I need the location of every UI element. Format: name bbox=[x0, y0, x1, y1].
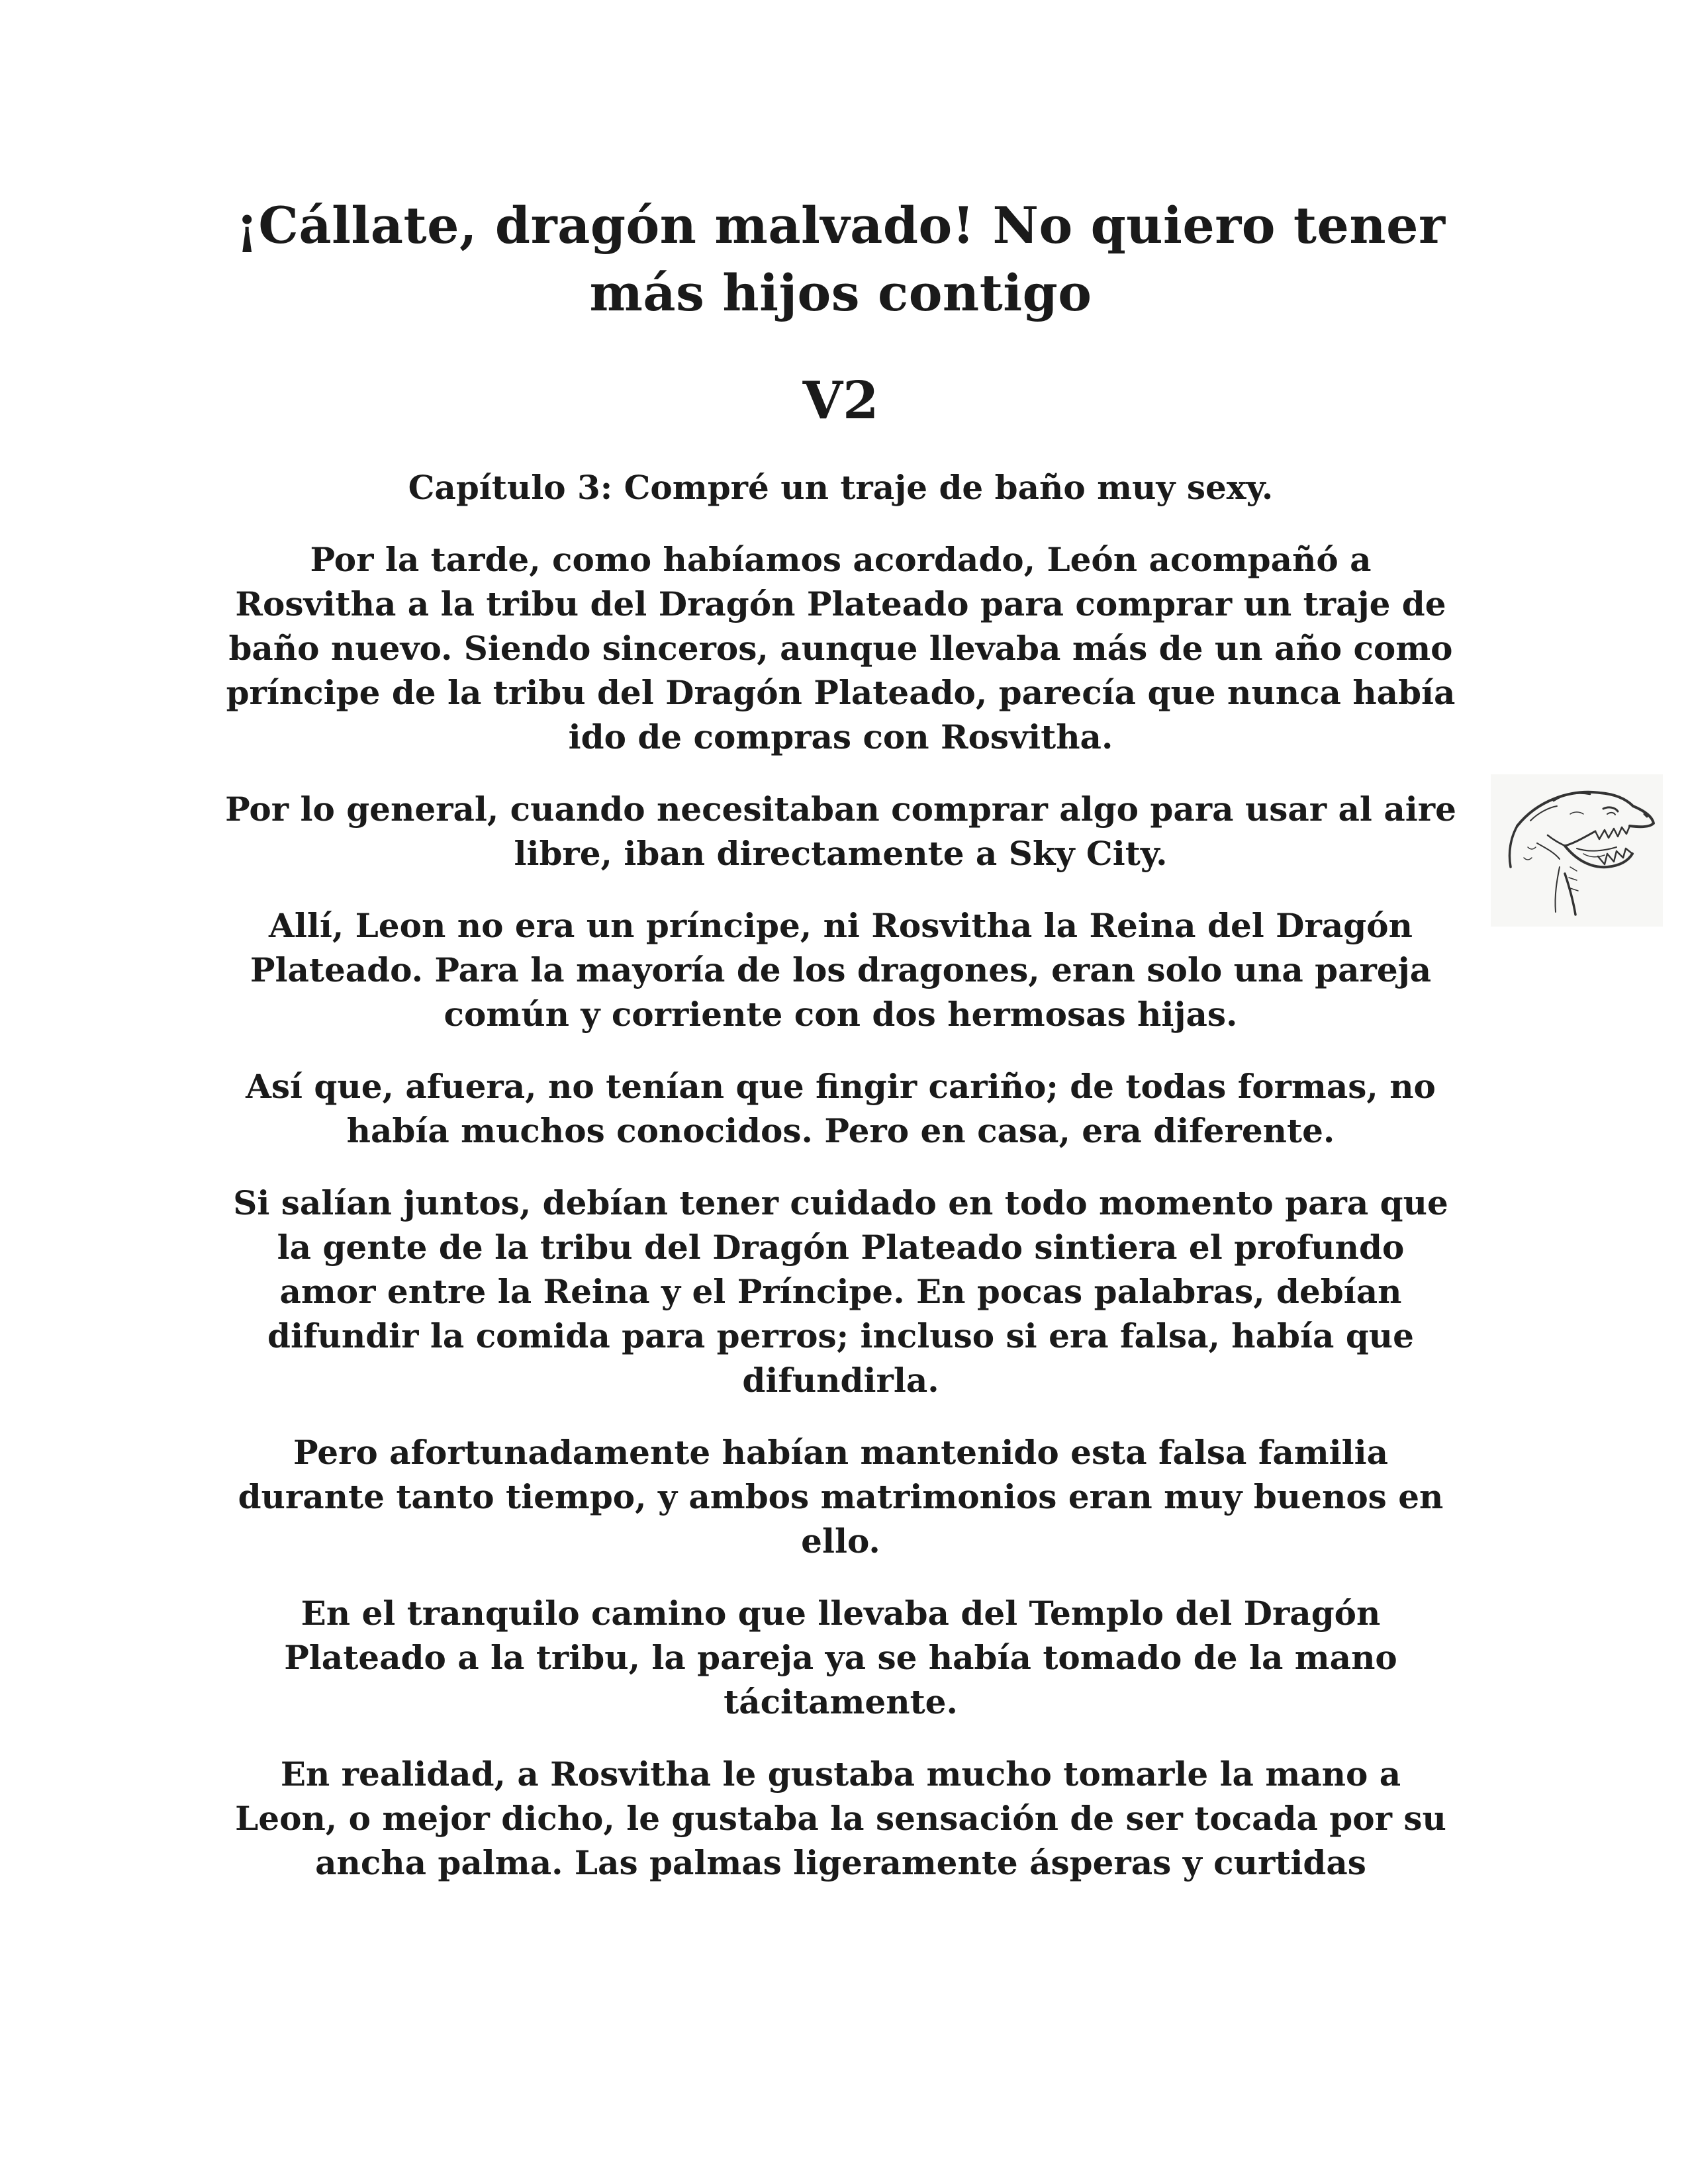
paragraph: Por lo general, cuando necesitaban comprar algo para usar al aire libre, iban directamente a Sky City. bbox=[225, 790, 1456, 873]
paragraph: Pero afortunadamente habían mantenido esta falsa familia durante tanto tiempo, y ambos matrimonios eran muy buenos en ello. bbox=[238, 1433, 1444, 1561]
document-body bbox=[225, 192, 1456, 1885]
paragraph: En realidad, a Rosvitha le gustaba mucho tomarle la mano a Leon, o mejor dicho, le gustaba la sensación de ser tocada por su ancha palma. Las palmas ligeramente ásperas y curtidas bbox=[235, 1754, 1446, 1882]
title-line-2: más hijos contigo bbox=[589, 263, 1092, 322]
title-line-1: ¡Cállate, dragón malvado! No quiero tener bbox=[236, 196, 1446, 255]
chapter-heading: Capítulo 3: Compré un traje de baño muy sexy. bbox=[408, 468, 1274, 507]
paragraph: Si salían juntos, debían tener cuidado en todo momento para que la gente de la tribu del Dragón Plateado sintiera el profundo amor entre la Reina y el Príncipe. En pocas palabras, debían difundir la comida para perros; incluso si era falsa, había que difundirla. bbox=[233, 1183, 1448, 1400]
dragon-head-sketch-icon bbox=[1491, 774, 1663, 927]
paragraph: Por la tarde, como habíamos acordado, León acompañó a Rosvitha a la tribu del Dragón Plateado para comprar un traje de baño nuevo. Siendo sinceros, aunque llevaba más de un año como príncipe de la tribu del Dragón Plateado, parecía que nunca había ido de compras con Rosvitha. bbox=[226, 540, 1456, 756]
volume-label: V2 bbox=[802, 371, 879, 431]
paragraph: Allí, Leon no era un príncipe, ni Rosvitha la Reina del Dragón Plateado. Para la mayoría de los dragones, eran solo una pareja común y corriente con dos hermosas hijas. bbox=[250, 906, 1432, 1034]
paragraph: Así que, afuera, no tenían que fingir cariño; de todas formas, no había muchos conocidos. Pero en casa, era diferente. bbox=[246, 1067, 1436, 1150]
document-title bbox=[225, 192, 1456, 327]
paragraph: En el tranquilo camino que llevaba del Templo del Dragón Plateado a la tribu, la pareja ya se había tomado de la mano tácitamente. bbox=[284, 1594, 1397, 1721]
